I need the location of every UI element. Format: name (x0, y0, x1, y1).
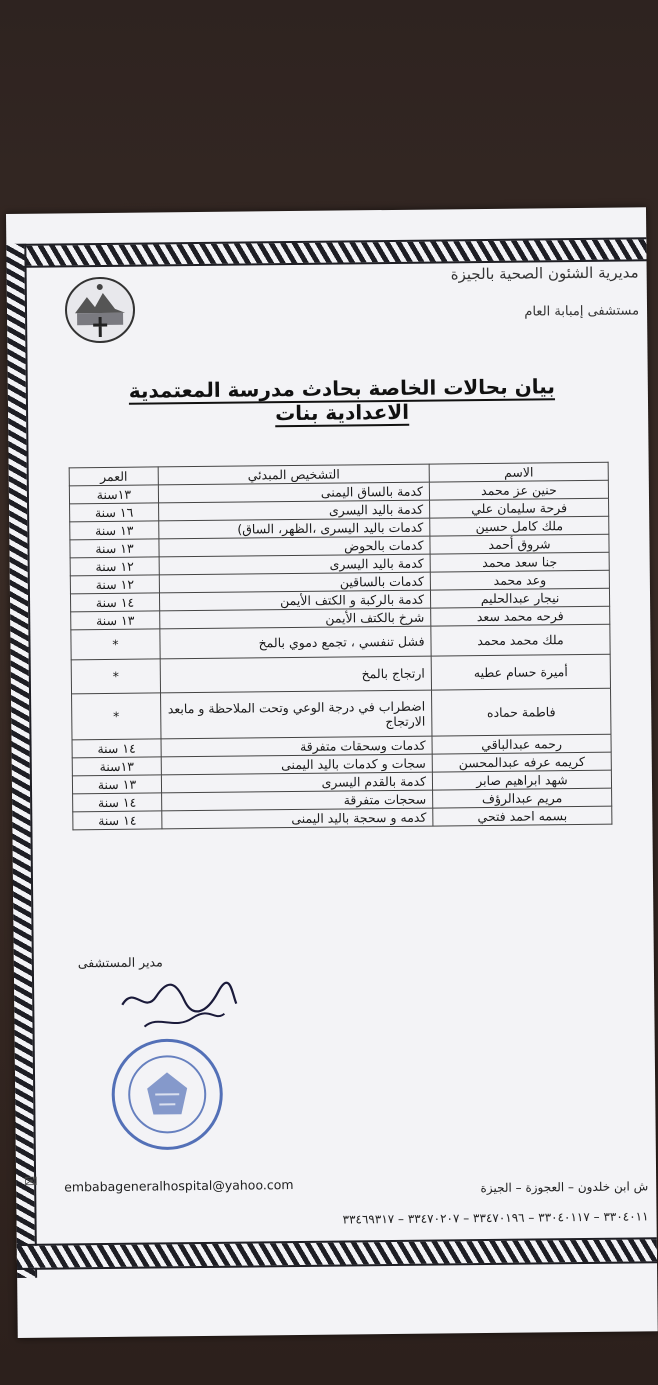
hospital-logo (63, 275, 138, 346)
cell-age: ١٤ سنة (73, 811, 162, 830)
cell-diagnosis: كدمه و سحجة باليد اليمنى (162, 808, 433, 829)
cell-name: رحمه عبدالباقي (432, 734, 611, 754)
cell-age: ١٣ سنة (71, 611, 160, 630)
cell-name: وعد محمد (430, 570, 609, 590)
cell-age: ١٣سنة (72, 757, 161, 776)
phone-numbers: ٣٣٠٤٠١١ – ٣٣٠٤٠١١٧ – ٣٣٤٧٠١٩٦ – ٣٣٤٧٠٢٠٧ – ٣٣٤٦٩٣١٧ (342, 1209, 649, 1227)
cell-diagnosis: كدمة بالركبة و الكتف الأيمن (159, 590, 430, 611)
cell-diagnosis: سحجات متفرقة (162, 790, 433, 811)
cell-diagnosis: كدمة باليد اليسرى (159, 554, 430, 575)
cell-diagnosis: كدمات وسحقات متفرقة (161, 736, 432, 757)
cell-diagnosis: كدمة بالقدم اليسرى (161, 772, 432, 793)
cell-age: ١٤ سنة (73, 793, 162, 812)
cell-name: مريم عبدالرؤف (433, 788, 612, 808)
email-address: embabageneralhospital@yahoo.com (64, 1177, 294, 1195)
cell-age: ١٣ سنة (72, 775, 161, 794)
cell-diagnosis: كدمات باليد اليسرى ،الظهر، الساق) (159, 518, 430, 539)
column-header-name: الاسم (429, 462, 608, 482)
cell-diagnosis: كدمة بالساق اليمنى (158, 482, 429, 503)
column-header-diagnosis: التشخيص المبدئي (158, 464, 429, 485)
cell-diagnosis: سجات و كدمات باليد اليمنى (161, 754, 432, 775)
official-stamp (107, 1034, 228, 1159)
cell-age: * (72, 693, 161, 740)
cell-diagnosis: ارتجاج بالمخ (160, 656, 431, 693)
document-page (6, 207, 658, 1338)
cell-name: شهد ابراهيم صابر (432, 770, 611, 790)
cell-name: فاطمة حماده (432, 688, 611, 736)
cell-age: ١٢ سنة (70, 557, 159, 576)
hospital-name: مستشفى إمبابة العام (524, 303, 640, 320)
cell-age: ١٢ سنة (70, 575, 159, 594)
column-header-age: العمر (69, 467, 158, 486)
director-label: مدير المستشفى (77, 954, 163, 971)
cell-name: شروق أحمد (430, 534, 609, 554)
cell-name: بسمه احمد فتحي (433, 806, 612, 826)
cell-diagnosis: كدمة باليد اليسرى (159, 500, 430, 521)
cell-age: ١٣سنة (69, 485, 158, 504)
cell-diagnosis: فشل تنفسي ، تجمع دموي بالمخ (160, 626, 431, 659)
cell-age: ١٤ سنة (72, 739, 161, 758)
cell-name: كريمه عرفه عبدالمحسن (432, 752, 611, 772)
cell-name: ملك كامل حسين (430, 516, 609, 536)
cell-age: ١٤ سنة (70, 593, 159, 612)
cell-name: جنا سعد محمد (430, 552, 609, 572)
decorative-border-bottom (17, 1237, 657, 1270)
cell-name: أميرة حسام عطيه (431, 654, 610, 690)
page-title: بيان بحالات الخاصة بحادث مدرسة المعتمدية الاعدادية بنات (128, 374, 556, 426)
table-row (72, 688, 611, 740)
cell-diagnosis: اضطراب في درجة الوعي وتحت الملاحظة و مابعد الارتجاج (160, 690, 432, 739)
email-icon: ✉ (24, 1171, 38, 1191)
cell-age: ١٣ سنة (70, 521, 159, 540)
decorative-border-left (6, 244, 37, 1278)
cell-diagnosis: شرخ بالكتف الأيمن (160, 608, 431, 629)
directorate-heading: مديرية الشئون الصحية بالجيزة (450, 263, 639, 284)
cases-table (69, 462, 613, 831)
handwritten-signature (114, 974, 245, 1039)
hospital-address: ش ابن خلدون – العجوزة – الجيزة (480, 1179, 649, 1196)
cell-name: نيجار عبدالحليم (430, 588, 609, 608)
cell-age: ١٣ سنة (70, 539, 159, 558)
cell-age: * (71, 629, 160, 660)
cell-name: حنين عز محمد (429, 480, 608, 500)
cell-diagnosis: كدمات بالحوض (159, 536, 430, 557)
cell-age: * (71, 659, 160, 694)
cell-name: ملك محمد محمد (431, 624, 610, 656)
cell-diagnosis: كدمات بالساقين (159, 572, 430, 593)
cell-name: فرحه محمد سعد (431, 606, 610, 626)
table-row (71, 654, 610, 694)
cell-name: فرحة سليمان علي (430, 498, 609, 518)
cell-age: ١٦ سنة (70, 503, 159, 522)
